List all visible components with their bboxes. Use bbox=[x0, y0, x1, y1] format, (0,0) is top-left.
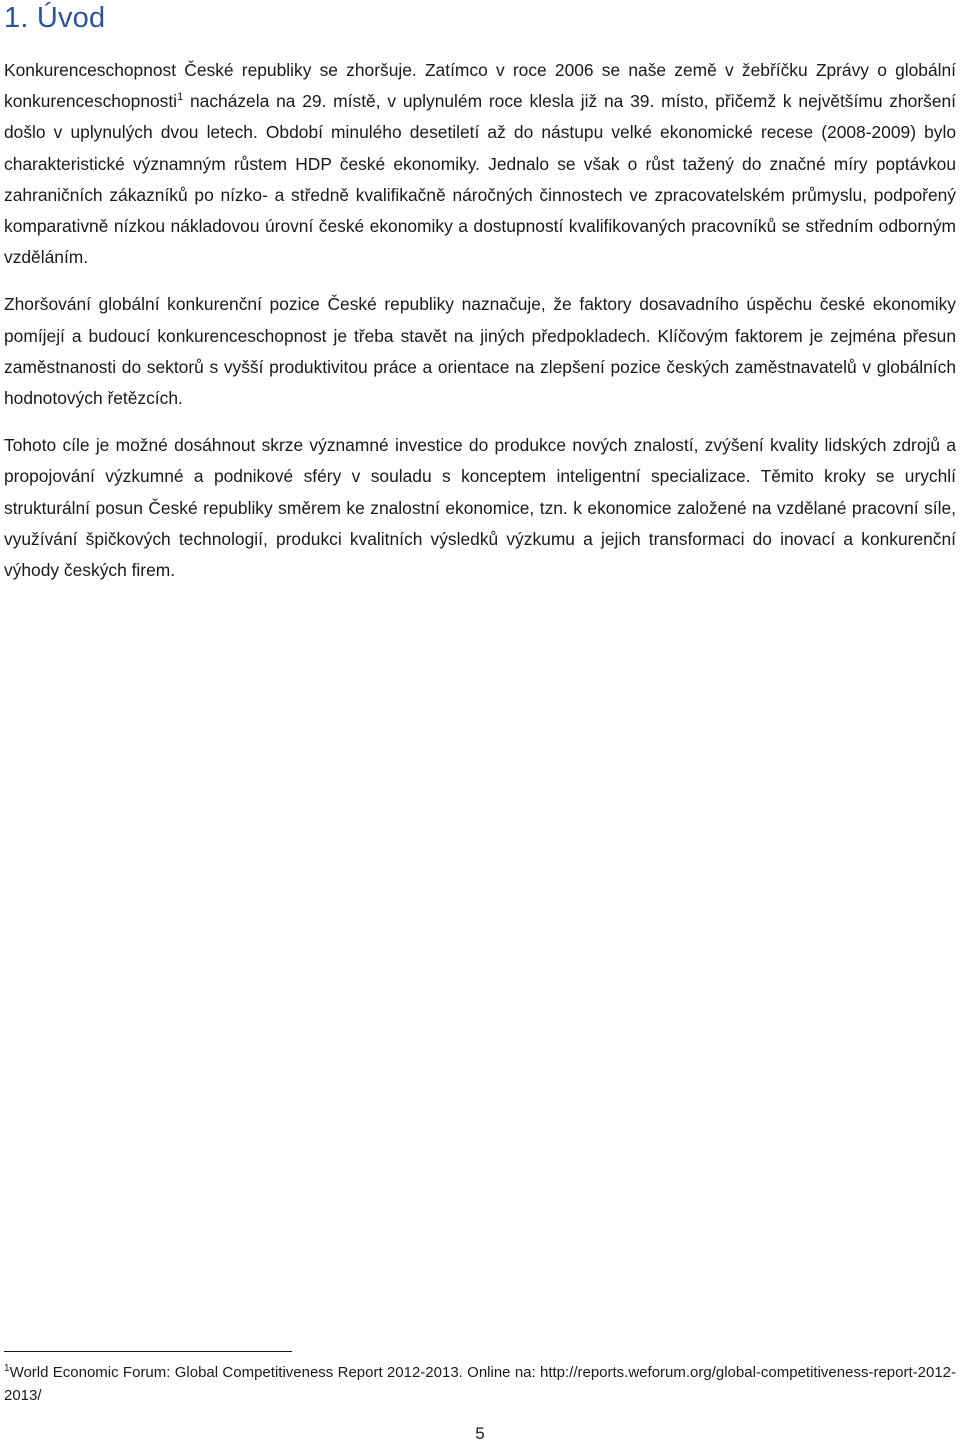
body-text bbox=[4, 55, 956, 602]
footnote-text: World Economic Forum: Global Competitiveness Report 2012-2013. Online na: http://reports.weforum.org/global-competitiveness-report-2012-2013/ bbox=[4, 1364, 956, 1404]
footnote-separator bbox=[4, 1351, 292, 1352]
paragraph-1-text-start: Konkurenceschopnost České republiky se zhoršuje. Zatímco v roce 2006 se naše země v žebříčku Zprávy o globální konkurenceschopnosti bbox=[4, 60, 956, 112]
paragraph-1 bbox=[4, 55, 956, 273]
paragraph-2: Zhoršování globální konkurenční pozice České republiky naznačuje, že faktory dosavadního úspěchu české ekonomiky pomíjejí a budoucí konkurenceschopnost je třeba stavět na jiných předpokladech. Klíčovým faktorem je zejména přesun zaměstnanosti do sektorů s vyšší produktivitou práce a orientace na zlepšení pozice českých zaměstnavatelů v globálních hodnotových řetězcích. bbox=[4, 294, 956, 409]
footnote-reference: 1 bbox=[177, 91, 184, 104]
paragraph-1-text-end: nacházela na 29. místě, v uplynulém roce klesla již na 39. místo, přičemž k největšímu zhoršení došlo v uplynulých dvou letech. Období minulého desetiletí až do nástupu velké ekonomické recese (2008-2009) bylo charakteristické významným růstem HDP české ekonomiky. Jednalo se však o růst tažený do značné míry poptávkou zahraničních zákazníků po nízko- a středně kvalifikačně náročných činnostech ve zpracovatelském průmyslu, podpořený komparativně nízkou nákladovou úrovní české ekonomiky a dostupností kvalifikovaných pracovníků se středním odborným vzděláním. bbox=[4, 91, 956, 268]
footnote-marker: 1 bbox=[4, 1363, 10, 1374]
footnote bbox=[4, 1361, 956, 1407]
paragraph-3: Tohoto cíle je možné dosáhnout skrze významné investice do produkce nových znalostí, zvýšení kvality lidských zdrojů a propojování výzkumné a podnikové sféry v souladu s konceptem inteligentní specializace. Těmito kroky se urychlí strukturální posun České republiky směrem ke znalostní ekonomice, tzn. k ekonomice založené na vzdělané pracovní síle, využívání špičkových technologií, produkci kvalitních výsledků výzkumu a jejich transformaci do inovací a konkurenční výhody českých firem. bbox=[4, 435, 956, 581]
page-number: 5 bbox=[475, 1424, 485, 1443]
section-heading: 1. Úvod bbox=[4, 2, 106, 34]
